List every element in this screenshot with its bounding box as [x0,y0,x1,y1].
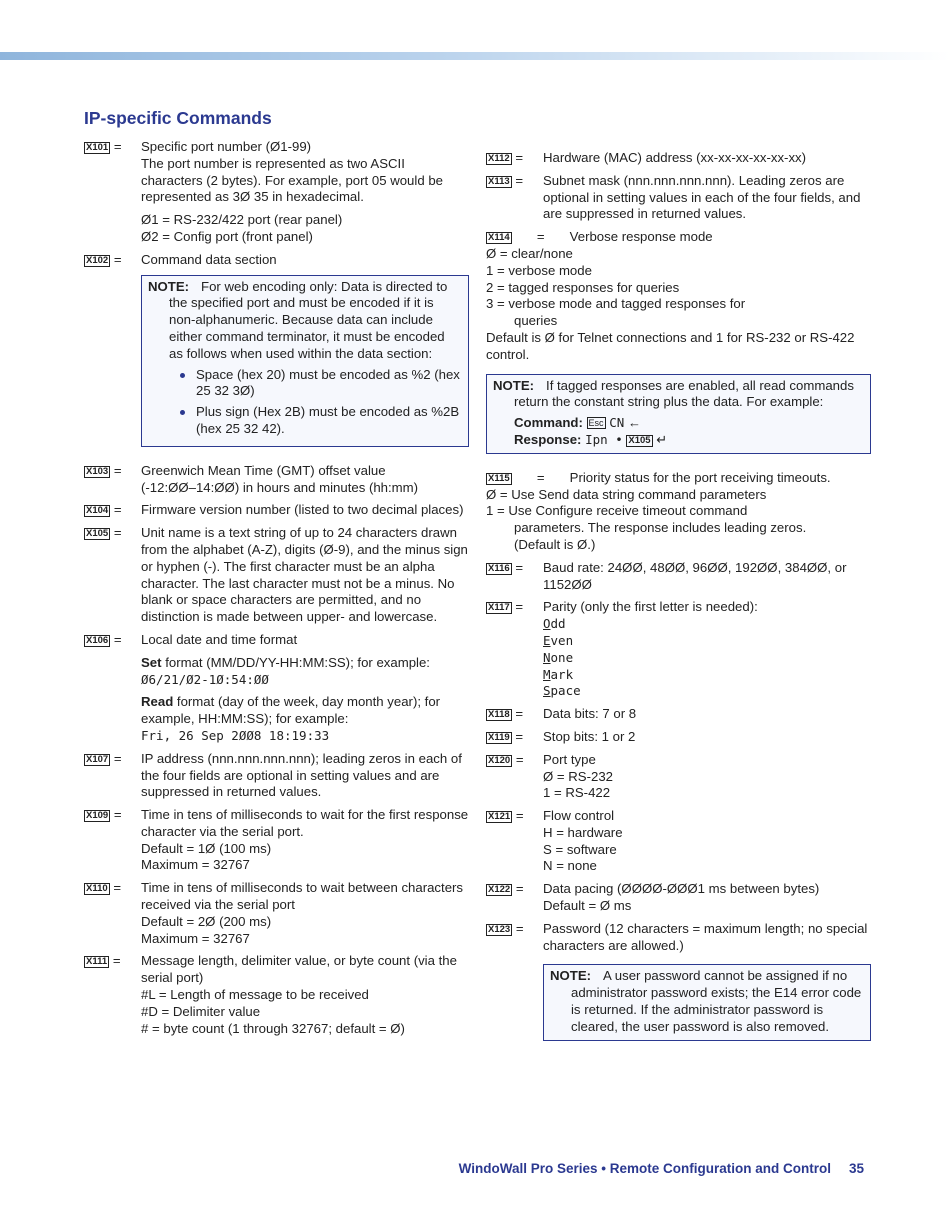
response-text: Ipn • [585,431,623,447]
variable-box: X118 [488,709,510,721]
default-line: Default = 1Ø (100 ms) [141,840,272,856]
entry-x111: X111 = Message length, delimiter value, or byte count (via the serial port) #L = Length of message to be received #D = Delimiter value # = byte count (1 through 32767; default = Ø) [84,953,469,1037]
note-text: For web encoding only: Data is directed to the specified port and must be encoded if it is non-alphanumeric. Because data can include either command terminator, it must be encoded as follows when used within the data section: [169,278,448,361]
entry-line: represented as 3Ø 35 in hexadecimal. [141,189,364,205]
right-column [486,150,871,1041]
parity-option: Even [543,632,574,648]
max-line: Maximum = 32767 [141,857,250,873]
variable-box: X101 [86,142,109,153]
response-example [493,432,862,449]
page-number: 35 [848,1161,864,1176]
entry-x104: X104 = Firmware version number (listed to two decimal places) [84,502,469,519]
page-footer [438,1161,864,1178]
variable-box: X105 [628,434,651,446]
note-bullets [176,367,460,438]
read-example: Fri, 26 Sep 2ØØ8 18:19:33 [141,727,330,743]
entry-line: The port number is represented as two ASCII [141,155,405,171]
entry-x110: X110 = Time in tens of milliseconds to wait between characters received via the serial port Default = 2Ø (200 ms) Maximum = 32767 [84,880,469,947]
entry-line: (-12:ØØ–14:ØØ) in hours and minutes (hh:mm) [141,479,419,495]
entry-x103: X103 = Greenwich Mean Time (GMT) offset value (-12:ØØ–14:ØØ) in hours and minutes (hh:mm) [84,463,469,497]
entry-text: Password (12 characters = maximum length; no special characters are allowed.) [543,920,868,953]
variable-box: X103 [86,465,109,477]
command-example [493,415,862,432]
entry-x123: X123 = Password (12 characters = maximum length; no special characters are allowed.) NOTE: A user password cannot be assigned if no administrator password exists; the E14 error code is returned. If the administrator password is cleared, the user password is also removed. [486,921,871,1041]
variable-box: X105 [86,528,109,540]
set-example: Ø6/21/Ø2-1Ø:54:ØØ [141,671,269,687]
entry-text: Stop bits: 1 or 2 [543,728,636,744]
option-line: 1 = Use Configure receive timeout command parameters. The response includes leading zeros. (Default is Ø.) [486,503,807,552]
command-label: Command: [514,415,583,431]
variable-box: X113 [488,175,510,187]
header-band [0,52,950,60]
note-box [543,964,871,1040]
variable-box: X121 [488,811,511,823]
note-bullet: Space (hex 20) must be encoded as %2 (hex 25 32 3Ø) [176,367,460,401]
note-label: NOTE: [493,377,535,393]
entry-x121: X121 = Flow control H = hardware S = software N = none [486,808,871,875]
entry-x116: X116 = Baud rate: 24ØØ, 48ØØ, 96ØØ, 192ØØ, 384ØØ, or 1152ØØ [486,560,871,594]
parity-option: None [543,649,574,665]
parity-option: Odd [543,616,566,632]
entry-text: Parity (only the first letter is needed): [543,599,758,615]
entry-line: Specific port number (Ø1-99) [141,139,312,154]
read-label: Read [141,694,174,710]
option-line: N = none [543,858,597,874]
entry-x122: X122 = Data pacing (ØØØØ-ØØØ1 ms between bytes) Default = Ø ms [486,881,871,915]
variable-box: X109 [86,810,109,822]
esc-key-icon: Esc [588,418,604,429]
option-line: Ø2 = Config port (front panel) [141,228,313,244]
max-line: Maximum = 32767 [141,930,250,946]
parity-option: Space [543,683,581,699]
entry-text: Subnet mask (nnn.nnn.nnn.nnn). Leading zeros are optional in setting values in each of the four fields, and are suppressed in returned values. [543,172,861,222]
entry-x119: X119 = Stop bits: 1 or 2 [486,729,871,746]
entry-text: Message length, delimiter value, or byte count (via the serial port) [141,953,457,986]
entry-text: Unit name is a text string of up to 24 characters drawn from the alphabet (A-Z), digits (Ø-9), and the minus sign or hyphen (-). The first character must be an alpha character. The last character must not be a minus. No blank or space characters are permitted, and no distinction is made between upper- and lowercase. [141,525,468,625]
entry-x109: X109 = Time in tens of milliseconds to wait for the first response character via the serial port. Default = 1Ø (100 ms) Maximum = 32767 [86,807,469,873]
entry-x115: X115 = Priority status for the port receiving timeouts. Ø = Use Send data string command parameters 1 = Use Configure receive timeout command parameters. The response includes leading zeros. (Default is Ø.) [486,470,871,554]
entry-text: Port type [543,751,596,767]
note-text: A user password cannot be assigned if no administrator password exists; the E14 error code is returned. If the administrator password is cleared, the user password is also removed. [571,968,862,1034]
response-label: Response: [514,431,582,447]
entry-x113: X113 = Subnet mask (nnn.nnn.nnn.nnn). Leading zeros are optional in setting values in each of the four fields, and are suppressed in returned values. [486,173,871,223]
entry-x106: X106 = Local date and time format Set format (MM/DD/YY-HH:MM:SS); for example: Ø6/21/Ø2-1Ø:54:ØØ Read format (day of the week, day month year); for example, HH:MM:SS); for example: Fri, 26 Sep 2ØØ8 18:19:33 [84,632,469,745]
parity-option: Mark [543,666,574,682]
entry-head: Verbose response mode [569,229,713,245]
variable-box: X104 [86,505,109,517]
option-line: # = byte count (1 through 32767; default = Ø) [141,1020,405,1036]
variable-box: X106 [86,634,109,646]
entry-text: Time in tens of milliseconds to wait between characters received via the serial port [141,880,464,913]
option-line: H = hardware [543,824,623,840]
variable-box: X115 [488,472,510,484]
option-line: S = software [543,841,617,857]
option-line: Ø1 = RS-232/422 port (rear panel) [141,212,343,228]
variable-box: X107 [86,753,109,765]
entry-x114: X114 = Verbose response mode Ø = clear/none 1 = verbose mode 2 = tagged responses for queries 3 = verbose mode and tagged responses for queries Default is Ø for Telnet connections and 1 for RS-232 or RS-422 control. NOTE: If tagged responses are enabled, all read commands return the constant string plus the data. For example: Command: Esc CN ← Response: Ipn • X105 ↵ [486,229,871,454]
left-arrow-icon: ← [627,415,641,431]
option-line: 1 = RS-422 [543,785,611,801]
entry-x120: X120 = Port type Ø = RS-232 1 = RS-422 [486,752,871,802]
entry-x117: X117 = Parity (only the first letter is needed): Odd Even None Mark Space [486,599,871,700]
command-text: CN [609,415,625,431]
note-label: NOTE: [550,968,592,984]
entry-text: Flow control [543,808,615,824]
default-line: Default = Ø ms [543,898,632,914]
variable-box: X119 [488,731,510,743]
entry-text: Data bits: 7 or 8 [543,706,637,722]
entry-x102: X102 = Command data section NOTE: For web encoding only: Data is directed to the specified port and must be encoded if it is non-alphanumeric. Because data can include either command terminator, it must be encoded as follows when used within the data section: Space (hex 20) must be encoded as %2 (hex 25 32 3Ø) Plus sign (Hex 2B) must be encoded as %2B (hex 25 32 42). [84,252,469,447]
entry-text: IP address (nnn.nnn.nnn.nnn); leading zeros in each of the four fields are optional in setting values and are suppressed in returned values. [141,750,462,800]
entry-text: Command data section [141,251,277,267]
set-text: format (MM/DD/YY-HH:MM:SS); for example: [165,654,430,670]
entry-text: Hardware (MAC) address (xx-xx-xx-xx-xx-xx) [543,150,807,165]
default-line: Default = 2Ø (200 ms) [141,913,272,929]
variable-box: X112 [488,153,510,164]
read-text: format (day of the week, day month year); for example, HH:MM:SS); for example: [141,694,441,727]
option-line: Ø = clear/none [486,245,573,261]
entry-text: Data pacing (ØØØØ-ØØØ1 ms between bytes) [543,881,820,897]
entry-x105: X105 = Unit name is a text string of up to 24 characters drawn from the alphabet (A-Z), digits (Ø-9), and the minus sign or hyphen (-). The first character must be an alpha character. The last character must not be a minus. No blank or space characters are permitted, and no distinction is made between upper- and lowercase. [86,525,468,625]
entry-x107: X107 = IP address (nnn.nnn.nnn.nnn); leading zeros in each of the four fields are optional in setting values and are suppressed in returned values. [84,751,469,801]
option-line: #L = Length of message to be received [141,987,369,1003]
option-line: Ø = Use Send data string command parameters [486,486,767,502]
footer-text: WindoWall Pro Series • Remote Configuration and Control [458,1161,831,1176]
note-box [141,275,469,447]
entry-x118: X118 = Data bits: 7 or 8 [486,706,871,723]
option-line: 2 = tagged responses for queries [486,279,680,295]
note-box [486,374,871,454]
page-title: IP-specific Commands [84,108,272,128]
entry-x101: X101 = Specific port number (Ø1-99) The port number is represented as two ASCII characters (2 bytes). For example, port 05 would be represented as 3Ø 35 in hexadecimal. Ø1 = RS-232/422 port (rear panel) Ø2 = Config port (front panel) [84,139,469,246]
note-label: NOTE: [148,278,190,294]
variable-box: X116 [488,562,510,574]
set-label: Set [141,654,162,670]
variable-box: X102 [86,254,109,266]
variable-box: X117 [488,602,510,614]
variable-box: X123 [488,923,511,935]
option-line: Ø = RS-232 [543,768,614,784]
entry-text: Firmware version number (listed to two decimal places) [141,502,464,518]
default-line: Default is Ø for Telnet connections and 1 for RS-232 or RS-422 control. [486,329,855,362]
option-line: #D = Delimiter value [141,1003,261,1019]
entry-x112: X112 = Hardware (MAC) address (xx-xx-xx-xx-xx-xx) [486,150,871,167]
entry-line: characters (2 bytes). For example, port 05 would be [141,172,443,188]
option-line: 3 = verbose mode and tagged responses for queries [486,296,746,329]
variable-box: X110 [86,883,108,895]
variable-box: X111 [86,956,108,968]
left-column [84,139,469,1037]
variable-box: X120 [488,754,511,766]
entry-text: Baud rate: 24ØØ, 48ØØ, 96ØØ, 192ØØ, 384ØØ, or 1152ØØ [543,559,847,592]
entry-text: Time in tens of milliseconds to wait for the first response character via the serial port. [141,807,469,839]
option-line: 1 = verbose mode [486,262,592,278]
note-bullet: Plus sign (Hex 2B) must be encoded as %2B (hex 25 32 42). [176,404,460,438]
variable-box: X122 [488,884,511,896]
enter-arrow-icon: ↵ [656,431,668,447]
note-text: If tagged responses are enabled, all read commands return the constant string plus the data. For example: [514,377,854,410]
entry-line: Greenwich Mean Time (GMT) offset value [141,462,386,478]
variable-box: X114 [488,232,510,244]
entry-head: Priority status for the port receiving timeouts. [569,469,831,485]
entry-text: Local date and time format [141,631,298,647]
